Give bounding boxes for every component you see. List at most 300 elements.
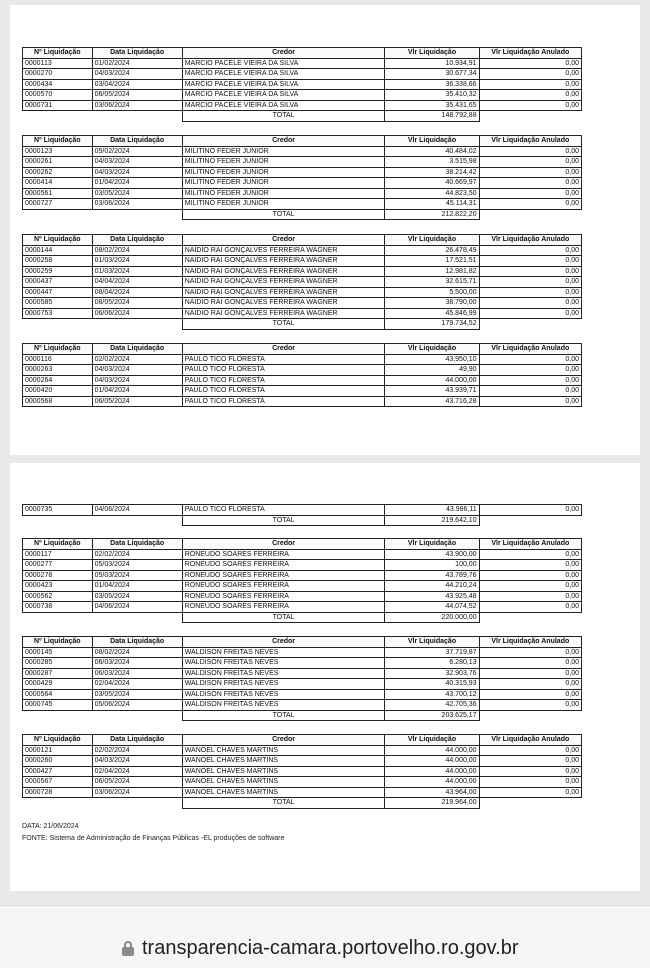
cell-vlr-anulado: 0,00 xyxy=(479,386,581,397)
cell-credor: MARCIO PACELE VIEIRA DA SILVA xyxy=(182,58,385,69)
cell-credor: MARCIO PACELE VIEIRA DA SILVA xyxy=(182,100,385,111)
cell-vlr-liquidacao: 30.677,34 xyxy=(385,69,479,80)
table-row xyxy=(23,756,582,767)
cell-liquidacao-date: 03/05/2024 xyxy=(92,591,182,602)
table-row xyxy=(23,549,582,560)
cell-vlr-anulado: 0,00 xyxy=(479,298,581,309)
cell-credor: WANOEL CHAVES MARTINS xyxy=(182,777,385,788)
cell-vlr-anulado: 0,00 xyxy=(479,100,581,111)
cell-liquidacao-date: 05/03/2024 xyxy=(92,570,182,581)
table-row xyxy=(23,396,582,407)
cell-vlr-liquidacao: 32.615,71 xyxy=(385,277,479,288)
header-vlr-anulado: Vlr Liquidação Anulado xyxy=(479,344,581,355)
cell-liquidacao-date: 05/03/2024 xyxy=(92,560,182,571)
cell-liquidacao-date: 06/03/2024 xyxy=(92,668,182,679)
cell-vlr-anulado: 0,00 xyxy=(479,689,581,700)
cell-vlr-anulado: 0,00 xyxy=(479,146,581,157)
cell-liquidacao-number: 0000727 xyxy=(23,199,93,210)
table-row xyxy=(23,560,582,571)
total-value: 219.642,10 xyxy=(385,515,479,526)
cell-credor: MARCIO PACELE VIEIRA DA SILVA xyxy=(182,69,385,80)
table-total-row xyxy=(23,612,582,623)
cell-liquidacao-date: 08/02/2024 xyxy=(92,245,182,256)
table-row xyxy=(23,100,582,111)
cell-vlr-anulado: 0,00 xyxy=(479,79,581,90)
table-row xyxy=(23,298,582,309)
table-header-row xyxy=(23,344,582,355)
cell-vlr-liquidacao: 37.719,87 xyxy=(385,647,479,658)
table-total-row xyxy=(23,319,582,330)
cell-liquidacao-number: 0000568 xyxy=(23,396,93,407)
cell-vlr-anulado: 0,00 xyxy=(479,581,581,592)
table-row xyxy=(23,308,582,319)
cell-vlr-anulado: 0,00 xyxy=(479,668,581,679)
cell-vlr-anulado: 0,00 xyxy=(479,570,581,581)
table-row xyxy=(23,668,582,679)
cell-credor: RONEUDO SOARES FERREIRA xyxy=(182,602,385,613)
header-liquidacao-number: Nº Liquidação xyxy=(23,344,93,355)
header-credor: Credor xyxy=(182,735,385,746)
total-label: TOTAL xyxy=(182,319,385,330)
cell-liquidacao-number: 0000728 xyxy=(23,787,93,798)
cell-vlr-anulado: 0,00 xyxy=(479,756,581,767)
header-liquidacao-date: Data Liquidação xyxy=(92,735,182,746)
cell-credor: NAIDIO RAI GONÇALVES FERREIRA WAGNER xyxy=(182,308,385,319)
cell-vlr-anulado: 0,00 xyxy=(479,308,581,319)
cell-liquidacao-date: 02/02/2024 xyxy=(92,745,182,756)
cell-vlr-anulado: 0,00 xyxy=(479,277,581,288)
table-row xyxy=(23,256,582,267)
header-credor: Credor xyxy=(182,235,385,246)
cell-vlr-anulado: 0,00 xyxy=(479,700,581,711)
cell-vlr-anulado: 0,00 xyxy=(479,58,581,69)
cell-credor: PAULO TICO FLORESTA xyxy=(182,354,385,365)
cell-vlr-liquidacao: 49,90 xyxy=(385,365,479,376)
cell-liquidacao-number: 0000434 xyxy=(23,79,93,90)
cell-credor: WANOEL CHAVES MARTINS xyxy=(182,787,385,798)
cell-liquidacao-date: 03/04/2024 xyxy=(92,79,182,90)
cell-liquidacao-date: 06/06/2024 xyxy=(92,308,182,319)
cell-liquidacao-number: 0000285 xyxy=(23,658,93,669)
header-vlr-liquidacao: Vlr Liquidação xyxy=(385,637,479,648)
cell-liquidacao-date: 01/03/2024 xyxy=(92,266,182,277)
cell-liquidacao-date: 06/03/2024 xyxy=(92,658,182,669)
cell-credor: NAIDIO RAI GONÇALVES FERREIRA WAGNER xyxy=(182,287,385,298)
liquidacao-table xyxy=(22,47,582,122)
cell-liquidacao-number: 0000567 xyxy=(23,777,93,788)
cell-liquidacao-number: 0000753 xyxy=(23,308,93,319)
lock-icon xyxy=(122,941,134,956)
cell-liquidacao-number: 0000287 xyxy=(23,668,93,679)
cell-liquidacao-date: 01/04/2024 xyxy=(92,386,182,397)
table-row xyxy=(23,375,582,386)
cell-vlr-anulado: 0,00 xyxy=(479,256,581,267)
table-row xyxy=(23,58,582,69)
header-liquidacao-date: Data Liquidação xyxy=(92,48,182,59)
blank-cell xyxy=(479,710,581,721)
cell-vlr-liquidacao: 32.903,76 xyxy=(385,668,479,679)
liquidacao-table xyxy=(22,538,582,623)
cell-liquidacao-date: 02/02/2024 xyxy=(92,354,182,365)
cell-vlr-liquidacao: 45.114,31 xyxy=(385,199,479,210)
cell-credor: MILITINO FEDER JUNIOR xyxy=(182,167,385,178)
cell-liquidacao-date: 03/05/2024 xyxy=(92,188,182,199)
cell-vlr-liquidacao: 43.900,00 xyxy=(385,549,479,560)
cell-liquidacao-number: 0000427 xyxy=(23,766,93,777)
header-liquidacao-date: Data Liquidação xyxy=(92,136,182,147)
cell-vlr-anulado: 0,00 xyxy=(479,766,581,777)
total-label: TOTAL xyxy=(182,209,385,220)
table-row xyxy=(23,689,582,700)
blank-cell xyxy=(92,612,182,623)
table-header-row xyxy=(23,539,582,550)
cell-liquidacao-date: 03/06/2024 xyxy=(92,787,182,798)
cell-liquidacao-number: 0000437 xyxy=(23,277,93,288)
cell-liquidacao-date: 01/04/2024 xyxy=(92,581,182,592)
cell-vlr-liquidacao: 40.484,02 xyxy=(385,146,479,157)
table-total-row xyxy=(23,209,582,220)
cell-vlr-anulado: 0,00 xyxy=(479,591,581,602)
cell-liquidacao-date: 04/03/2024 xyxy=(92,375,182,386)
blank-cell xyxy=(92,515,182,526)
cell-vlr-liquidacao: 43.700,12 xyxy=(385,689,479,700)
cell-credor: PAULO TICO FLORESTA xyxy=(182,375,385,386)
table-row xyxy=(23,386,582,397)
cell-liquidacao-date: 03/05/2024 xyxy=(92,689,182,700)
cell-vlr-anulado: 0,00 xyxy=(479,777,581,788)
cell-vlr-liquidacao: 43.964,00 xyxy=(385,787,479,798)
cell-credor: RONEUDO SOARES FERREIRA xyxy=(182,570,385,581)
table-row xyxy=(23,591,582,602)
header-liquidacao-number: Nº Liquidação xyxy=(23,136,93,147)
header-liquidacao-number: Nº Liquidação xyxy=(23,235,93,246)
cell-liquidacao-date: 02/02/2024 xyxy=(92,549,182,560)
report-date: DATA: 21/06/2024 xyxy=(22,823,79,830)
table-header-row xyxy=(23,136,582,147)
table-row xyxy=(23,178,582,189)
cell-vlr-anulado: 0,00 xyxy=(479,199,581,210)
cell-vlr-liquidacao: 40.669,97 xyxy=(385,178,479,189)
cell-liquidacao-number: 0000420 xyxy=(23,386,93,397)
cell-vlr-liquidacao: 44.823,50 xyxy=(385,188,479,199)
cell-credor: RONEUDO SOARES FERREIRA xyxy=(182,591,385,602)
cell-vlr-liquidacao: 3.515,98 xyxy=(385,157,479,168)
cell-liquidacao-number: 0000121 xyxy=(23,745,93,756)
liquidacao-table xyxy=(22,343,582,407)
table-total-row xyxy=(23,515,582,526)
header-credor: Credor xyxy=(182,48,385,59)
header-vlr-liquidacao: Vlr Liquidação xyxy=(385,48,479,59)
table-row xyxy=(23,570,582,581)
blank-cell xyxy=(92,209,182,220)
cell-liquidacao-date: 04/03/2024 xyxy=(92,167,182,178)
cell-vlr-liquidacao: 44.000,00 xyxy=(385,777,479,788)
header-credor: Credor xyxy=(182,136,385,147)
cell-credor: WANOEL CHAVES MARTINS xyxy=(182,756,385,767)
cell-liquidacao-date: 04/04/2024 xyxy=(92,277,182,288)
cell-vlr-liquidacao: 40.315,93 xyxy=(385,679,479,690)
cell-vlr-liquidacao: 44.000,00 xyxy=(385,766,479,777)
blank-cell xyxy=(23,710,93,721)
table-row xyxy=(23,658,582,669)
cell-liquidacao-number: 0000423 xyxy=(23,581,93,592)
cell-vlr-anulado: 0,00 xyxy=(479,287,581,298)
header-liquidacao-number: Nº Liquidação xyxy=(23,48,93,59)
blank-cell xyxy=(92,710,182,721)
cell-vlr-liquidacao: 44.210,24 xyxy=(385,581,479,592)
blank-cell xyxy=(23,515,93,526)
cell-credor: NAIDIO RAI GONÇALVES FERREIRA WAGNER xyxy=(182,266,385,277)
header-credor: Credor xyxy=(182,539,385,550)
table-row xyxy=(23,602,582,613)
cell-liquidacao-number: 0000570 xyxy=(23,90,93,101)
header-liquidacao-date: Data Liquidação xyxy=(92,539,182,550)
total-value: 220.000,00 xyxy=(385,612,479,623)
cell-vlr-anulado: 0,00 xyxy=(479,505,581,516)
table-row xyxy=(23,167,582,178)
cell-credor: WANOEL CHAVES MARTINS xyxy=(182,745,385,756)
table-header-row xyxy=(23,235,582,246)
cell-vlr-liquidacao: 44.000,00 xyxy=(385,375,479,386)
cell-credor: MILITINO FEDER JUNIOR xyxy=(182,178,385,189)
cell-liquidacao-number: 0000116 xyxy=(23,354,93,365)
url-text: transparencia-camara.portovelho.ro.gov.br xyxy=(142,936,519,959)
header-liquidacao-date: Data Liquidação xyxy=(92,637,182,648)
cell-credor: MILITINO FEDER JUNIOR xyxy=(182,199,385,210)
cell-liquidacao-date: 08/04/2024 xyxy=(92,287,182,298)
cell-vlr-liquidacao: 44.074,52 xyxy=(385,602,479,613)
table-row xyxy=(23,90,582,101)
cell-liquidacao-number: 0000429 xyxy=(23,679,93,690)
cell-liquidacao-date: 08/05/2024 xyxy=(92,298,182,309)
cell-credor: PAULO TICO FLORESTA xyxy=(182,386,385,397)
liquidacao-table xyxy=(22,636,582,721)
cell-vlr-anulado: 0,00 xyxy=(479,157,581,168)
url-display[interactable] xyxy=(122,933,518,963)
table-row xyxy=(23,245,582,256)
cell-liquidacao-date: 05/02/2024 xyxy=(92,146,182,157)
cell-vlr-liquidacao: 5.500,00 xyxy=(385,287,479,298)
cell-liquidacao-number: 0000585 xyxy=(23,298,93,309)
header-vlr-anulado: Vlr Liquidação Anulado xyxy=(479,539,581,550)
table-row xyxy=(23,365,582,376)
cell-credor: MILITINO FEDER JUNIOR xyxy=(182,146,385,157)
blank-cell xyxy=(92,798,182,809)
table-row xyxy=(23,766,582,777)
cell-liquidacao-number: 0000144 xyxy=(23,245,93,256)
cell-credor: PAULO TICO FLORESTA xyxy=(182,365,385,376)
cell-vlr-liquidacao: 43.925,48 xyxy=(385,591,479,602)
cell-credor: WALDISON FREITAS NEVES xyxy=(182,647,385,658)
cell-vlr-anulado: 0,00 xyxy=(479,245,581,256)
cell-vlr-liquidacao: 12.981,82 xyxy=(385,266,479,277)
cell-vlr-liquidacao: 6.280,13 xyxy=(385,658,479,669)
cell-liquidacao-number: 0000564 xyxy=(23,689,93,700)
total-value: 212.822,20 xyxy=(385,209,479,220)
header-liquidacao-date: Data Liquidação xyxy=(92,344,182,355)
cell-vlr-anulado: 0,00 xyxy=(479,90,581,101)
cell-credor: PAULO TICO FLORESTA xyxy=(182,396,385,407)
cell-vlr-anulado: 0,00 xyxy=(479,549,581,560)
cell-liquidacao-date: 03/06/2024 xyxy=(92,199,182,210)
cell-vlr-liquidacao: 36.338,66 xyxy=(385,79,479,90)
header-vlr-liquidacao: Vlr Liquidação xyxy=(385,735,479,746)
cell-credor: WALDISON FREITAS NEVES xyxy=(182,658,385,669)
cell-vlr-anulado: 0,00 xyxy=(479,375,581,386)
table-row xyxy=(23,277,582,288)
header-liquidacao-number: Nº Liquidação xyxy=(23,637,93,648)
cell-vlr-anulado: 0,00 xyxy=(479,560,581,571)
header-vlr-anulado: Vlr Liquidação Anulado xyxy=(479,48,581,59)
table-row xyxy=(23,745,582,756)
cell-vlr-anulado: 0,00 xyxy=(479,647,581,658)
cell-liquidacao-date: 06/05/2024 xyxy=(92,777,182,788)
cell-liquidacao-number: 0000414 xyxy=(23,178,93,189)
table-row xyxy=(23,777,582,788)
table-row xyxy=(23,787,582,798)
cell-liquidacao-number: 0000731 xyxy=(23,100,93,111)
header-liquidacao-number: Nº Liquidação xyxy=(23,539,93,550)
cell-liquidacao-number: 0000735 xyxy=(23,505,93,516)
table-row xyxy=(23,679,582,690)
cell-credor: RONEUDO SOARES FERREIRA xyxy=(182,560,385,571)
cell-liquidacao-number: 0000261 xyxy=(23,157,93,168)
cell-liquidacao-number: 0000259 xyxy=(23,266,93,277)
cell-vlr-anulado: 0,00 xyxy=(479,266,581,277)
cell-vlr-liquidacao: 43.950,10 xyxy=(385,354,479,365)
table-row xyxy=(23,79,582,90)
cell-liquidacao-number: 0000562 xyxy=(23,591,93,602)
blank-cell xyxy=(479,111,581,122)
cell-vlr-anulado: 0,00 xyxy=(479,396,581,407)
cell-vlr-liquidacao: 35.410,32 xyxy=(385,90,479,101)
cell-liquidacao-number: 0000260 xyxy=(23,756,93,767)
cell-vlr-anulado: 0,00 xyxy=(479,745,581,756)
cell-vlr-anulado: 0,00 xyxy=(479,188,581,199)
cell-vlr-liquidacao: 17.521,51 xyxy=(385,256,479,267)
table-row xyxy=(23,69,582,80)
cell-liquidacao-date: 04/03/2024 xyxy=(92,756,182,767)
cell-credor: NAIDIO RAI GONÇALVES FERREIRA WAGNER xyxy=(182,298,385,309)
cell-vlr-anulado: 0,00 xyxy=(479,679,581,690)
cell-vlr-liquidacao: 45.846,99 xyxy=(385,308,479,319)
cell-vlr-liquidacao: 42.705,36 xyxy=(385,700,479,711)
total-label: TOTAL xyxy=(182,515,385,526)
liquidacao-table xyxy=(22,734,582,809)
cell-liquidacao-date: 04/06/2024 xyxy=(92,505,182,516)
cell-credor: MARCIO PACELE VIEIRA DA SILVA xyxy=(182,90,385,101)
cell-vlr-liquidacao: 100,00 xyxy=(385,560,479,571)
header-vlr-liquidacao: Vlr Liquidação xyxy=(385,136,479,147)
cell-vlr-liquidacao: 10.934,91 xyxy=(385,58,479,69)
header-vlr-liquidacao: Vlr Liquidação xyxy=(385,235,479,246)
table-row xyxy=(23,647,582,658)
cell-liquidacao-number: 0000738 xyxy=(23,602,93,613)
cell-vlr-anulado: 0,00 xyxy=(479,658,581,669)
cell-credor: MILITINO FEDER JUNIOR xyxy=(182,188,385,199)
cell-liquidacao-date: 03/06/2024 xyxy=(92,100,182,111)
liquidacao-table xyxy=(22,135,582,220)
header-vlr-anulado: Vlr Liquidação Anulado xyxy=(479,637,581,648)
total-label: TOTAL xyxy=(182,798,385,809)
blank-cell xyxy=(479,319,581,330)
cell-vlr-liquidacao: 43.939,71 xyxy=(385,386,479,397)
cell-credor: RONEUDO SOARES FERREIRA xyxy=(182,549,385,560)
pdf-page-1 xyxy=(10,5,640,455)
cell-vlr-liquidacao: 38.790,00 xyxy=(385,298,479,309)
cell-liquidacao-date: 05/06/2024 xyxy=(92,700,182,711)
cell-credor: MILITINO FEDER JUNIOR xyxy=(182,157,385,168)
total-value: 203.625,17 xyxy=(385,710,479,721)
cell-liquidacao-number: 0000270 xyxy=(23,69,93,80)
cell-liquidacao-number: 0000278 xyxy=(23,570,93,581)
cell-liquidacao-number: 0000145 xyxy=(23,647,93,658)
header-vlr-liquidacao: Vlr Liquidação xyxy=(385,344,479,355)
header-liquidacao-date: Data Liquidação xyxy=(92,235,182,246)
cell-vlr-anulado: 0,00 xyxy=(479,365,581,376)
cell-liquidacao-number: 0000258 xyxy=(23,256,93,267)
table-row xyxy=(23,700,582,711)
cell-credor: WALDISON FREITAS NEVES xyxy=(182,668,385,679)
cell-vlr-liquidacao: 43.789,76 xyxy=(385,570,479,581)
total-value: 219.964,00 xyxy=(385,798,479,809)
cell-liquidacao-number: 0000277 xyxy=(23,560,93,571)
cell-vlr-liquidacao: 35.431,65 xyxy=(385,100,479,111)
cell-liquidacao-number: 0000447 xyxy=(23,287,93,298)
cell-vlr-liquidacao: 44.000,00 xyxy=(385,756,479,767)
table-header-row xyxy=(23,48,582,59)
table-header-row xyxy=(23,637,582,648)
cell-credor: WANOEL CHAVES MARTINS xyxy=(182,766,385,777)
blank-cell xyxy=(23,612,93,623)
cell-vlr-liquidacao: 38.214,42 xyxy=(385,167,479,178)
table-total-row xyxy=(23,798,582,809)
blank-cell xyxy=(23,319,93,330)
table-row xyxy=(23,157,582,168)
cell-vlr-anulado: 0,00 xyxy=(479,69,581,80)
cell-vlr-anulado: 0,00 xyxy=(479,787,581,798)
cell-liquidacao-date: 01/03/2024 xyxy=(92,256,182,267)
cell-liquidacao-date: 06/05/2024 xyxy=(92,396,182,407)
cell-liquidacao-number: 0000561 xyxy=(23,188,93,199)
table-row xyxy=(23,287,582,298)
table-row xyxy=(23,266,582,277)
header-liquidacao-number: Nº Liquidação xyxy=(23,735,93,746)
cell-vlr-anulado: 0,00 xyxy=(479,602,581,613)
cell-liquidacao-date: 06/05/2024 xyxy=(92,90,182,101)
table-row xyxy=(23,199,582,210)
cell-liquidacao-number: 0000262 xyxy=(23,167,93,178)
total-label: TOTAL xyxy=(182,111,385,122)
blank-cell xyxy=(23,209,93,220)
table-total-row xyxy=(23,710,582,721)
cell-liquidacao-date: 02/04/2024 xyxy=(92,679,182,690)
total-value: 179.734,52 xyxy=(385,319,479,330)
cell-vlr-liquidacao: 43.716,28 xyxy=(385,396,479,407)
cell-liquidacao-date: 08/02/2024 xyxy=(92,647,182,658)
cell-liquidacao-date: 01/02/2024 xyxy=(92,58,182,69)
header-credor: Credor xyxy=(182,637,385,648)
cell-vlr-anulado: 0,00 xyxy=(479,178,581,189)
table-row xyxy=(23,505,582,516)
blank-cell xyxy=(479,209,581,220)
table-row xyxy=(23,188,582,199)
cell-vlr-anulado: 0,00 xyxy=(479,167,581,178)
header-vlr-anulado: Vlr Liquidação Anulado xyxy=(479,735,581,746)
cell-vlr-anulado: 0,00 xyxy=(479,354,581,365)
cell-vlr-liquidacao: 44.000,00 xyxy=(385,745,479,756)
blank-cell xyxy=(479,612,581,623)
